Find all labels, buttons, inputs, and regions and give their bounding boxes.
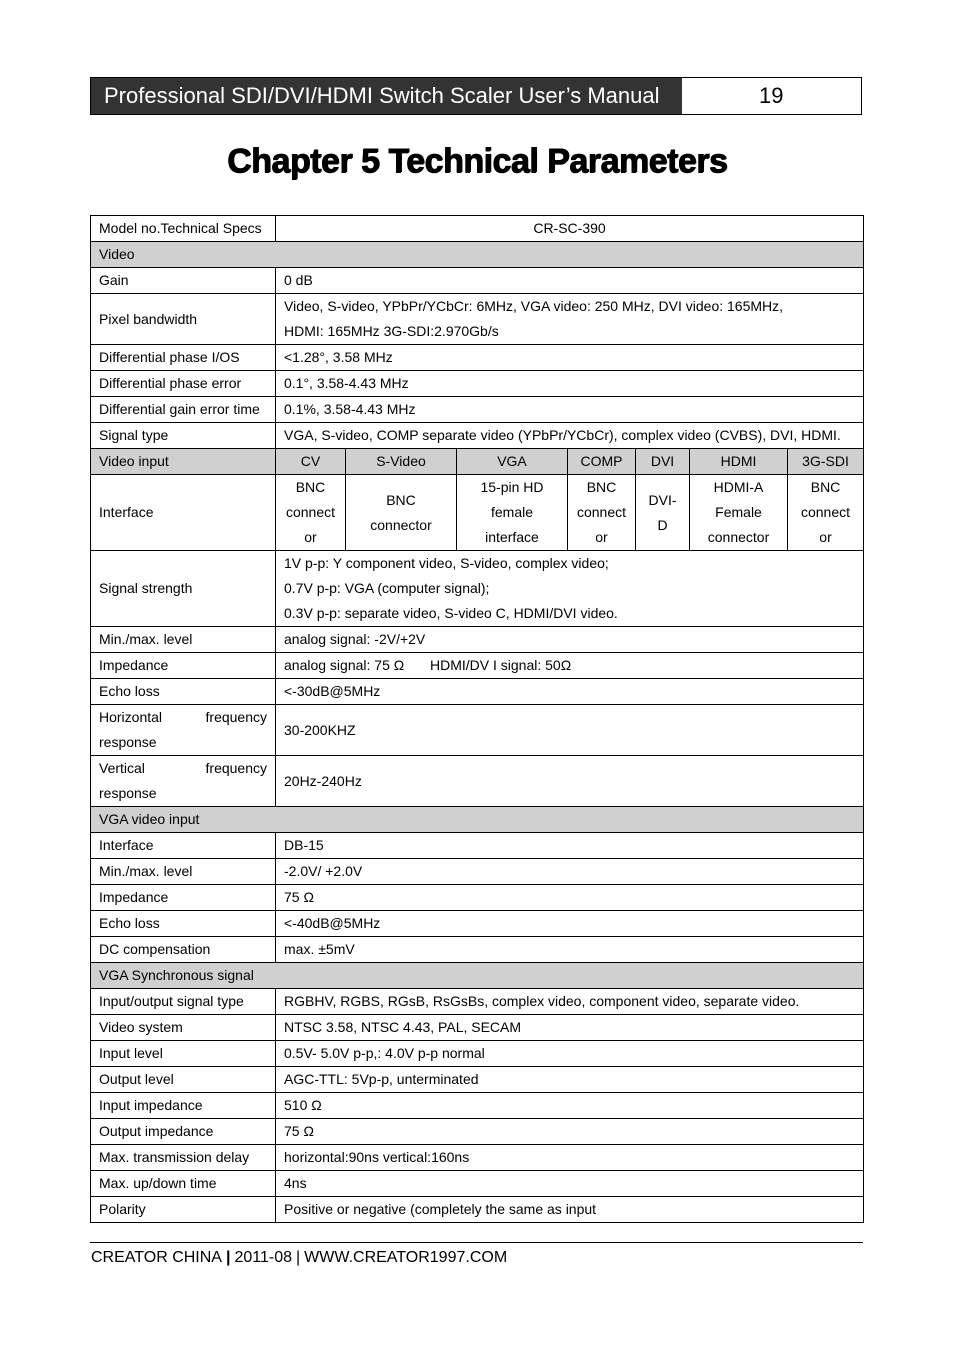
row-value: 0.1%, 3.58-4.43 MHz [276, 397, 864, 423]
cell-line: BNC [295, 479, 326, 495]
column-header-svideo: S-Video [346, 449, 457, 475]
cell-line: D [657, 516, 668, 533]
value-line: 0.3V p-p: separate video, S-video C, HDMI/DVI video. [284, 605, 618, 621]
row-label: Polarity [91, 1197, 276, 1223]
row-value: AGC-TTL: 5Vp-p, unterminated [276, 1067, 864, 1093]
row-value: 0 dB [276, 268, 864, 294]
impedance-analog: analog signal: 75 Ω [284, 657, 405, 673]
table-row [91, 1171, 864, 1197]
row-value: horizontal:90ns vertical:160ns [276, 1145, 864, 1171]
row-label: Signal strength [91, 551, 276, 627]
label-part: frequency [205, 709, 267, 725]
table-row [91, 423, 864, 449]
column-header-hdmi: HDMI [690, 449, 788, 475]
table-row [91, 911, 864, 937]
row-value: DB-15 [276, 833, 864, 859]
cell-line: BNC [586, 479, 617, 495]
row-label: Impedance [91, 653, 276, 679]
table-row [91, 475, 864, 551]
section-title: VGA video input [91, 807, 864, 833]
chapter-title: Chapter 5 Technical Parameters [226, 142, 728, 180]
row-value: 0.1°, 3.58-4.43 MHz [276, 371, 864, 397]
table-row [91, 551, 864, 627]
cell-line: 15-pin HD [480, 479, 544, 495]
cell-line: connect [800, 504, 851, 520]
video-input-header-row [91, 449, 864, 475]
row-label: Impedance [91, 885, 276, 911]
interface-hdmi [690, 475, 788, 551]
row-label: Input impedance [91, 1093, 276, 1119]
table-row [91, 345, 864, 371]
table-row [91, 859, 864, 885]
section-title: Video [91, 242, 864, 268]
table-row [91, 216, 864, 242]
footer-date: 2011-08 [234, 1249, 292, 1266]
label-part: response [99, 785, 157, 801]
label-part: response [99, 734, 157, 750]
row-value: NTSC 3.58, NTSC 4.43, PAL, SECAM [276, 1015, 864, 1041]
row-label [91, 705, 276, 756]
label-part: frequency [205, 760, 267, 776]
table-row [91, 989, 864, 1015]
cell-line: or [819, 529, 832, 545]
table-row [91, 1145, 864, 1171]
row-label: Output level [91, 1067, 276, 1093]
row-label: Video system [91, 1015, 276, 1041]
table-row [91, 705, 864, 756]
cell-line: connector [707, 529, 770, 545]
row-value: Positive or negative (completely the same as input [276, 1197, 864, 1223]
value-line: 1V p-p: Y component video, S-video, complex video; [284, 555, 609, 571]
row-label: Pixel bandwidth [91, 294, 276, 345]
row-label: Signal type [91, 423, 276, 449]
table-row [91, 833, 864, 859]
cell-line: BNC [810, 479, 841, 495]
footer-separator: | [296, 1249, 301, 1266]
cell-line: BNC [386, 491, 416, 508]
column-header-comp: COMP [568, 449, 636, 475]
table-row [91, 294, 864, 345]
manual-title: Professional SDI/DVI/HDMI Switch Scaler User’s Manual [91, 78, 682, 114]
cell-line: or [595, 529, 608, 545]
row-value: -2.0V/ +2.0V [276, 859, 864, 885]
table-row [91, 268, 864, 294]
row-value: 0.5V- 5.0V p-p,: 4.0V p-p normal [276, 1041, 864, 1067]
row-label [91, 756, 276, 807]
footer-website: WWW.CREATOR1997.COM [304, 1249, 508, 1266]
cell-line: connect [285, 504, 336, 520]
row-value [276, 551, 864, 627]
page-footer [91, 1249, 507, 1267]
row-value: VGA, S-video, COMP separate video (YPbPr/YCbCr), complex video (CVBS), DVI, HDMI. [276, 423, 864, 449]
section-title: VGA Synchronous signal [91, 963, 864, 989]
footer-divider [90, 1242, 863, 1243]
interface-vga [457, 475, 568, 551]
row-value [276, 294, 864, 345]
table-row [91, 885, 864, 911]
row-value: 20Hz-240Hz [276, 756, 864, 807]
section-header-row [91, 963, 864, 989]
row-label: Echo loss [91, 679, 276, 705]
footer-company: CREATOR CHINA [91, 1249, 222, 1266]
impedance-digital: HDMI/DV I signal: 50Ω [430, 657, 572, 673]
row-value: 510 Ω [276, 1093, 864, 1119]
cell-line: female [490, 504, 534, 520]
page-number: 19 [759, 83, 784, 108]
row-label: Interface [91, 475, 276, 551]
table-row [91, 627, 864, 653]
row-label: Model no.Technical Specs [91, 216, 276, 242]
row-label: Min./max. level [91, 859, 276, 885]
table-row [91, 937, 864, 963]
row-value: <-40dB@5MHz [276, 911, 864, 937]
label-part: Vertical [99, 760, 145, 776]
cell-line: interface [485, 529, 539, 545]
table-row [91, 1093, 864, 1119]
value-line: 0.7V p-p: VGA (computer signal); [284, 580, 490, 596]
table-row [91, 679, 864, 705]
row-value: <-30dB@5MHz [276, 679, 864, 705]
interface-svideo [346, 475, 457, 551]
table-row [91, 397, 864, 423]
interface-cv [276, 475, 346, 551]
row-label: Differential phase error [91, 371, 276, 397]
cell-line: connector [370, 516, 432, 533]
row-value: 30-200KHZ [276, 705, 864, 756]
column-header-dvi: DVI [636, 449, 690, 475]
value-line: Video, S-video, YPbPr/YCbCr: 6MHz, VGA video: 250 MHz, DVI video: 165MHz, [284, 298, 784, 314]
cell-line: connect [576, 504, 627, 520]
cell-line: Female [715, 504, 762, 520]
row-label: DC compensation [91, 937, 276, 963]
row-label: Video input [91, 449, 276, 475]
row-value: 75 Ω [276, 1119, 864, 1145]
row-value: 75 Ω [276, 885, 864, 911]
row-label: Echo loss [91, 911, 276, 937]
value-line: HDMI: 165MHz 3G-SDI:2.970Gb/s [284, 323, 499, 339]
row-label: Output impedance [91, 1119, 276, 1145]
section-header-row [91, 807, 864, 833]
row-label: Gain [91, 268, 276, 294]
interface-3g-sdi [788, 475, 864, 551]
table-row [91, 1041, 864, 1067]
cell-line: DVI- [648, 491, 677, 508]
row-label: Input/output signal type [91, 989, 276, 1015]
table-row [91, 1067, 864, 1093]
row-value: RGBHV, RGBS, RGsB, RsGsBs, complex video, component video, separate video. [276, 989, 864, 1015]
table-row [91, 756, 864, 807]
table-row [91, 1197, 864, 1223]
row-value: analog signal: -2V/+2V [276, 627, 864, 653]
table-row [91, 653, 864, 679]
row-label: Max. transmission delay [91, 1145, 276, 1171]
row-value: 4ns [276, 1171, 864, 1197]
cell-line: or [304, 529, 317, 545]
table-row [91, 1119, 864, 1145]
row-label: Differential phase I/OS [91, 345, 276, 371]
row-label: Interface [91, 833, 276, 859]
row-label: Max. up/down time [91, 1171, 276, 1197]
row-label: Min./max. level [91, 627, 276, 653]
column-header-vga: VGA [457, 449, 568, 475]
row-label: Differential gain error time [91, 397, 276, 423]
row-value: max. ±5mV [276, 937, 864, 963]
row-value [276, 653, 864, 679]
column-header-3g-sdi: 3G-SDI [788, 449, 864, 475]
row-label: Input level [91, 1041, 276, 1067]
table-row [91, 371, 864, 397]
row-value: <1.28°, 3.58 MHz [276, 345, 864, 371]
row-value: CR-SC-390 [276, 216, 864, 242]
interface-comp [568, 475, 636, 551]
table-row [91, 1015, 864, 1041]
footer-separator: | [225, 1249, 231, 1266]
technical-parameters-table [90, 215, 864, 1223]
page-header [90, 77, 862, 115]
section-header-row [91, 242, 864, 268]
column-header-cv: CV [276, 449, 346, 475]
cell-line: HDMI-A [713, 479, 764, 495]
label-part: Horizontal [99, 709, 163, 725]
interface-dvi [636, 475, 690, 551]
